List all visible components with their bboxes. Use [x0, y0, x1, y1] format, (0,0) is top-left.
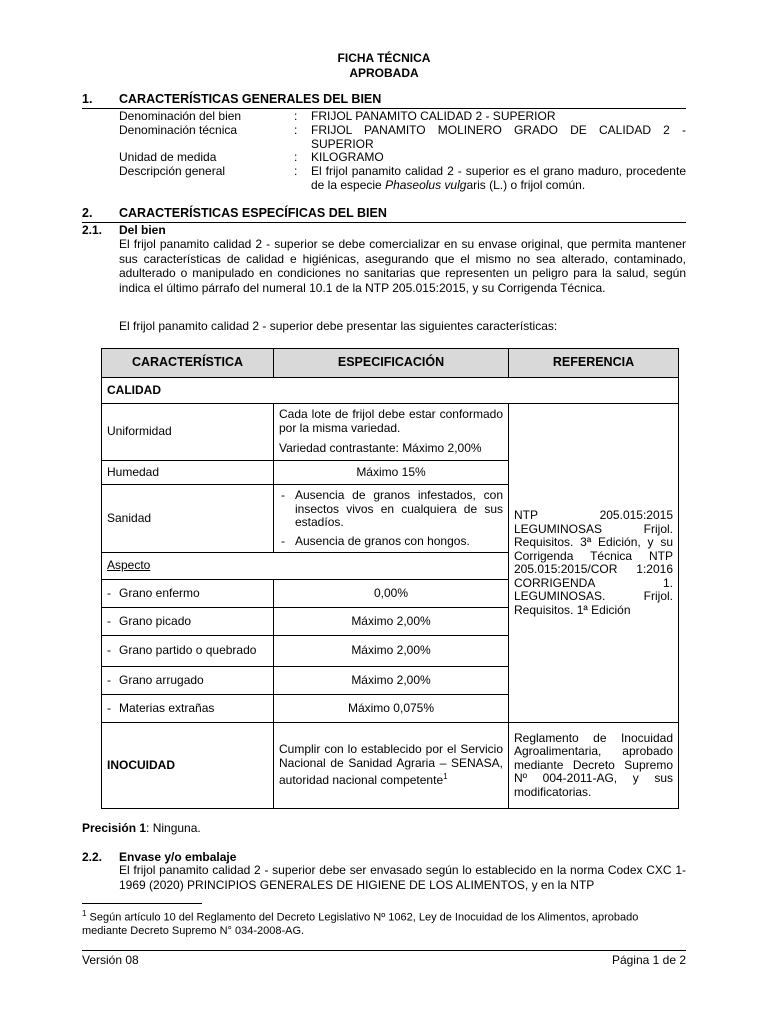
materias-extranas-spec: Máximo 0,075%: [274, 695, 509, 723]
paragraph-del-bien: El frijol panamito calidad 2 - superior se debe comercializar en su envase original, que permita mantener sus características de calidad e higiénicas, asegurando que el mismo no sea alterado, contaminado, adulterado o manipulado en condiciones no sanitarias que representen un peligro para la salud, según indica el último párrafo del numeral 10.1 de la NTP 205.015:2015, y su Corrigenda Técnica.: [119, 237, 686, 295]
paragraph-caracteristicas-intro: El frijol panamito calidad 2 - superior debe presentar las siguientes características:: [119, 319, 558, 333]
header-referencia: REFERENCIA: [509, 349, 679, 378]
aspect-label-text: Materias extrañas: [119, 700, 215, 715]
species-name: Phaseolus vulg: [385, 177, 467, 192]
aspect-label-text: Grano arrugado: [119, 672, 204, 687]
aspect-label-text: Grano enfermo: [119, 585, 200, 600]
document-title: FICHA TÉCNICA: [337, 51, 431, 65]
footnote-ref: 1: [443, 772, 448, 782]
inocuidad-label: INOCUIDAD: [102, 723, 274, 809]
inocuidad-spec: [274, 723, 509, 809]
precision-value: : Ninguna.: [146, 821, 201, 835]
table-row: [102, 404, 679, 461]
dash-bullet: -: [107, 613, 111, 628]
quality-reference: NTP 205.015:2015 LEGUMINOSAS Frijol. Requisitos. 3ª Edición, y su Corrigenda Técnica NTP 205.015:2015/COR 1:2016 CORRIGENDA 1. LEGUMINOSAS. Frijol. Requisitos. 1ª Edición: [509, 404, 679, 723]
grano-arrugado-spec: Máximo 2,00%: [274, 667, 509, 695]
footer-page: Página 1 de 2: [611, 953, 686, 967]
section-2-heading: [82, 206, 387, 220]
dash-bullet: -: [107, 585, 111, 600]
inocuidad-reference: Reglamento de Inocuidad Agroalimentaria, aprobado mediante Decreto Supremo Nº 004-2011-AG, y sus modificatorias.: [509, 723, 679, 809]
table-header-row: [102, 349, 679, 378]
grano-arrugado-label: [102, 667, 274, 695]
calidad-label: CALIDAD: [102, 378, 679, 404]
general-value: FRIJOL PANAMITO MOLINERO GRADO DE CALIDAD 2 - SUPERIOR: [311, 123, 686, 151]
description-text: El frijol panamito calidad 2 - superior es el grano maduro, procedente de la especie: [311, 164, 686, 192]
footer-version: Versión 08: [82, 953, 139, 967]
grano-enfermo-spec: 0,00%: [274, 580, 509, 608]
dash-bullet: -: [107, 643, 111, 658]
dash-bullet: -: [107, 700, 111, 715]
sanidad-item: - Ausencia de granos infestados, con insectos vivos en cualquiera de sus estadíos.: [279, 489, 503, 530]
grano-partido-label: [102, 636, 274, 667]
materias-extranas-label: [102, 695, 274, 723]
header-especificacion: ESPECIFICACIÓN: [274, 349, 509, 378]
humedad-label: Humedad: [102, 461, 274, 485]
section-1-title: CARACTERÍSTICAS GENERALES DEL BIEN: [119, 92, 382, 106]
general-label: Unidad de medida: [119, 150, 217, 164]
footnote-text: Según artículo 10 del Reglamento del Decreto Legislativo Nº 1062, Ley de Inocuidad de los Alimentos, aprobado mediante Decreto Supremo N° 034-2008-AG.: [82, 911, 639, 938]
general-value: [311, 165, 686, 192]
grano-picado-label: [102, 608, 274, 636]
general-colon: :: [294, 164, 298, 178]
subsection-2-2-number: 2.2.: [82, 850, 103, 864]
footnote: [82, 907, 686, 939]
section-1-number: 1.: [82, 92, 93, 106]
aspect-label-text: Grano picado: [119, 613, 192, 628]
general-label: Descripción general: [119, 164, 226, 178]
aspecto-label: Aspecto: [102, 553, 509, 580]
subsection-2-1-number: 2.1.: [82, 223, 103, 237]
precision-line: [82, 821, 201, 835]
grano-enfermo-label: [102, 580, 274, 608]
section-2-title: CARACTERÍSTICAS ESPECÍFICAS DEL BIEN: [119, 206, 387, 220]
footnote-separator: [82, 903, 202, 904]
grano-picado-spec: Máximo 2,00%: [274, 608, 509, 636]
header-caracteristica: CARACTERÍSTICA: [102, 349, 274, 378]
general-label: Denominación técnica: [119, 123, 238, 137]
subsection-2-1-heading: [82, 223, 166, 237]
subsection-2-2-title: Envase y/o embalaje: [119, 850, 237, 864]
general-colon: :: [294, 123, 298, 137]
precision-label: Precisión 1: [82, 821, 147, 835]
dash-bullet: -: [107, 672, 111, 687]
subsection-2-1-title: Del bien: [119, 223, 166, 237]
calidad-row: [102, 378, 679, 404]
section-2-rule: [82, 222, 686, 223]
sanidad-spec: [274, 485, 509, 553]
sanidad-label: Sanidad: [102, 485, 274, 553]
inocuidad-spec-text: Cumplir con lo establecido por el Servicio Nacional de Sanidad Agraria – SENASA, autoridad nacional competente: [279, 742, 503, 788]
general-value: FRIJOL PANAMITO CALIDAD 2 - SUPERIOR: [311, 109, 556, 123]
general-colon: :: [294, 109, 298, 123]
document-subtitle: APROBADA: [349, 66, 419, 80]
uniformidad-spec: [274, 404, 509, 461]
uniformidad-label: Uniformidad: [102, 404, 274, 461]
section-2-number: 2.: [82, 206, 93, 220]
uniformidad-spec-1: Cada lote de frijol debe estar conformado por la misma variedad.: [279, 407, 503, 435]
aspect-label-text: Grano partido o quebrado: [119, 643, 257, 658]
grano-partido-spec: Máximo 2,00%: [274, 636, 509, 667]
specifications-table: [101, 348, 679, 809]
description-text-end: aris (L.) o frijol común.: [466, 177, 586, 192]
footnote-mark: 1: [82, 909, 87, 918]
uniformidad-spec-2: Variedad contrastante: Máximo 2,00%: [279, 441, 482, 456]
subsection-2-2-heading: [82, 850, 236, 864]
footer-rule: [82, 950, 686, 951]
general-colon: :: [294, 150, 298, 164]
general-value: KILOGRAMO: [311, 150, 384, 164]
section-1-heading: [82, 92, 381, 106]
inocuidad-row: [102, 723, 679, 809]
paragraph-envase: El frijol panamito calidad 2 - superior debe ser envasado según lo establecido en la norma Codex CXC 1-1969 (2020) PRINCIPIOS GENERALES DE HIGIENE DE LOS ALIMENTOS, y en la NTP: [119, 863, 686, 892]
sanidad-item: - Ausencia de granos con hongos.: [279, 535, 503, 549]
humedad-spec: Máximo 15%: [274, 461, 509, 485]
general-label: Denominación del bien: [119, 109, 242, 123]
